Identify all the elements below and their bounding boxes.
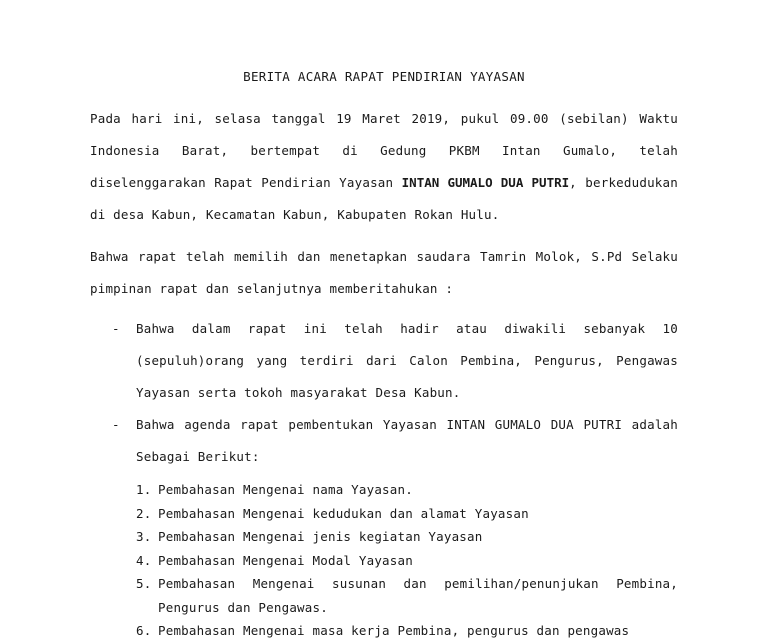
- agenda-item: [136, 525, 678, 549]
- agenda-item: [136, 549, 678, 573]
- bullet-item: [90, 409, 678, 473]
- bullet-dash: -: [112, 417, 120, 432]
- agenda-list: [136, 478, 678, 643]
- agenda-item: [136, 619, 678, 643]
- agenda-item: [136, 502, 678, 526]
- chairman-paragraph: Bahwa rapat telah memilih dan menetapkan saudara Tamrin Molok, S.Pd Selaku pimpinan rapat dan selanjutnya memberitahukan :: [90, 249, 678, 296]
- document-title: BERITA ACARA RAPAT PENDIRIAN YAYASAN: [243, 69, 525, 84]
- opening-text-after: , berkedudukan di desa Kabun, Kecamatan Kabun, Kabupaten Rokan Hulu.: [90, 175, 678, 222]
- agenda-number: 4.: [136, 552, 152, 568]
- agenda-text: Pembahasan Mengenai susunan dan pemilihan/penunjukan Pembina, Pengurus dan Pengawas.: [158, 576, 678, 615]
- agenda-number: 5.: [136, 576, 152, 591]
- bullet-list: [90, 313, 678, 473]
- agenda-number: 3.: [136, 529, 152, 544]
- agenda-text: Pembahasan Mengenai nama Yayasan.: [158, 482, 413, 497]
- agenda-number: 2.: [136, 505, 152, 521]
- opening-paragraph: [90, 103, 678, 231]
- agenda-text: Pembahasan Mengenai masa kerja Pembina, pengurus dan pengawas: [158, 623, 630, 638]
- bullet-text: Bahwa dalam rapat ini telah hadir atau diwakili sebanyak 10 (sepuluh)orang yang terdiri dari Calon Pembina, Pengurus, Pengawas Yayasan serta tokoh masyarakat Desa Kabun.: [136, 321, 678, 400]
- agenda-text: Pembahasan Mengenai Modal Yayasan: [158, 552, 413, 568]
- agenda-item: [136, 572, 678, 619]
- bullet-text: Bahwa agenda rapat pembentukan Yayasan INTAN GUMALO DUA PUTRI adalah Sebagai Berikut:: [136, 417, 678, 464]
- agenda-number: 6.: [136, 623, 152, 638]
- opening-text-before: Pada hari ini, selasa tanggal 19 Maret 2019, pukul 09.00 (sebilan) Waktu Indonesia Barat, bertempat di Gedung PKBM Intan Gumalo, telah diselenggarakan Rapat Pendirian Yayasan: [90, 111, 678, 190]
- bullet-item: [90, 313, 678, 409]
- bullet-dash: -: [112, 321, 120, 336]
- agenda-item: [136, 478, 678, 502]
- agenda-number: 1.: [136, 482, 152, 497]
- foundation-name: INTAN GUMALO DUA PUTRI: [401, 175, 570, 190]
- agenda-text: Pembahasan Mengenai kedudukan dan alamat Yayasan: [158, 505, 529, 521]
- agenda-text: Pembahasan Mengenai jenis kegiatan Yayasan: [158, 529, 483, 544]
